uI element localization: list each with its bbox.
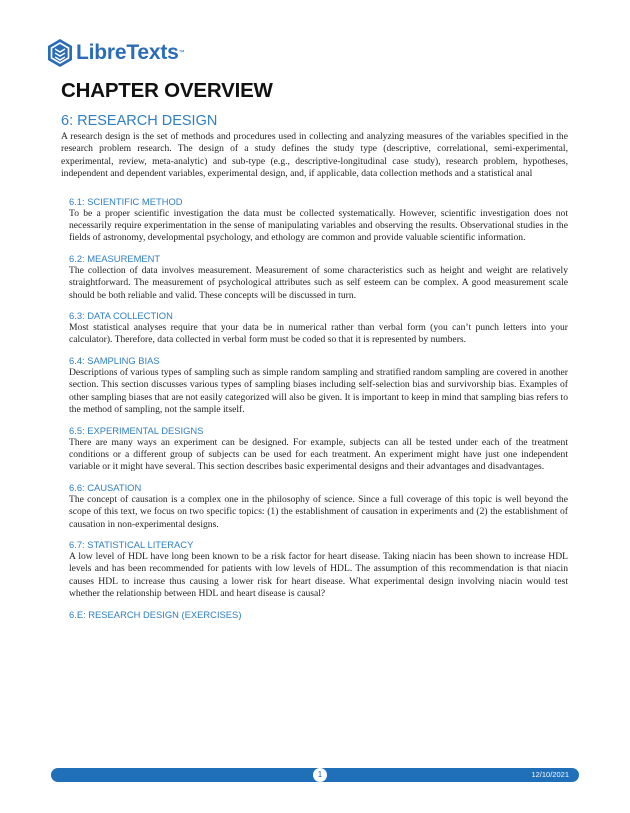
page-number: 1 bbox=[313, 768, 327, 782]
subsection-6-4 bbox=[69, 355, 568, 417]
subsection-6-e bbox=[69, 609, 568, 621]
logo-text: LibreTexts bbox=[76, 41, 179, 64]
subsection-summary: The collection of data involves measurement. Measurement of some characteristics such as height and weight are relatively straightforward. The measurement of psychological attributes such as self esteem can be complex. A good measurement scale should be both reliable and valid. These concepts will be discussed in turn. bbox=[69, 264, 568, 301]
subsection-summary: The concept of causation is a complex one in the philosophy of science. Since a full coverage of this topic is well beyond the scope of this text, we focus on two specific topics: (1) the establishment of causation in experiments and (2) the establishment of causation in non-experimental designs. bbox=[69, 493, 568, 530]
section-intro: A research design is the set of methods and procedures used in collecting and analyzing measures of the variables specified in the research problem research. The design of a study defines the study type (descriptive, correlational, semi-experimental, experimental, review, meta-analytic) and sub-type (e.g., descriptive-longitudinal case study), research problem, hypotheses, independent and dependent variables, experimental design, and, if applicable, data collection methods and a statistical anal bbox=[61, 131, 568, 180]
subsection-6-2 bbox=[69, 253, 568, 302]
subsection-6-3 bbox=[69, 310, 568, 347]
subsection-summary: To be a proper scientific investigation the data must be collected systematically. However, scientific investigation does not necessarily require experimentation in the sense of manipulating variables and observing the results. Observational studies in the fields of astronomy, developmental psychology, and ethology are common and provide valuable scientific information. bbox=[69, 207, 568, 244]
subsection-title-link[interactable]: 6.3: DATA COLLECTION bbox=[69, 310, 173, 322]
subsection-title-link[interactable]: 6.4: SAMPLING BIAS bbox=[69, 354, 160, 366]
subsection-title-link[interactable]: 6.2: MEASUREMENT bbox=[69, 252, 161, 264]
chapter-content bbox=[61, 113, 568, 629]
subsection-6-7 bbox=[69, 539, 568, 601]
page-footer bbox=[51, 768, 579, 782]
subsection-title-link[interactable]: 6.7: STATISTICAL LITERACY bbox=[69, 538, 194, 550]
footer-date: 12/10/2021 bbox=[531, 770, 569, 779]
libretexts-logo[interactable] bbox=[47, 38, 185, 68]
subsection-summary: Most statistical analyses require that your data be in numerical rather than verbal form (you can’t punch letters into your calculator). Therefore, data collected in verbal form must be coded so that it is represented by numbers. bbox=[69, 322, 568, 346]
subsection-6-6 bbox=[69, 482, 568, 531]
subsection-summary: Descriptions of various types of sampling such as simple random sampling and stratified random sampling are covered in another section. This section discusses various types of sampling biases including self-selection bias and survivorship bias. Examples of other sampling biases that are not easily categorized will also be given. It is important to keep in mind that sampling bias refers to the method of sampling, not the sample itself. bbox=[69, 366, 568, 416]
libretexts-logo-icon bbox=[47, 38, 73, 68]
logo-trademark: ™ bbox=[178, 50, 185, 56]
chapter-title: CHAPTER OVERVIEW bbox=[61, 79, 273, 102]
subsection-summary: A low level of HDL have long been known to be a risk factor for heart disease. Taking niacin has been shown to increase HDL levels and has been recommended for patients with low levels of HDL. The assumption of this recommendation is that niacin causes HDL to increase thus causing a lower risk for heart disease. What experimental design involving niacin would test whether the relationship between HDL and heart disease is causal? bbox=[69, 550, 568, 600]
subsection-title-link[interactable]: 6.6: CAUSATION bbox=[69, 481, 142, 493]
subsection-title-link[interactable]: 6.1: SCIENTIFIC METHOD bbox=[69, 195, 183, 207]
subsection-6-1 bbox=[69, 196, 568, 245]
subsection-6-5 bbox=[69, 425, 568, 474]
section-title-link[interactable]: 6: RESEARCH DESIGN bbox=[61, 113, 218, 129]
subsection-summary: There are many ways an experiment can be designed. For example, subjects can all be tested under each of the treatment conditions or a different group of subjects can be used for each treatment. An experiment might have just one independent variable or it might have several. This section describes basic experimental designs and their advantages and disadvantages. bbox=[69, 436, 568, 473]
subsection-list bbox=[69, 196, 568, 621]
subsection-title-link[interactable]: 6.5: EXPERIMENTAL DESIGNS bbox=[69, 424, 204, 436]
subsection-title-link[interactable]: 6.E: RESEARCH DESIGN (EXERCISES) bbox=[69, 608, 242, 620]
